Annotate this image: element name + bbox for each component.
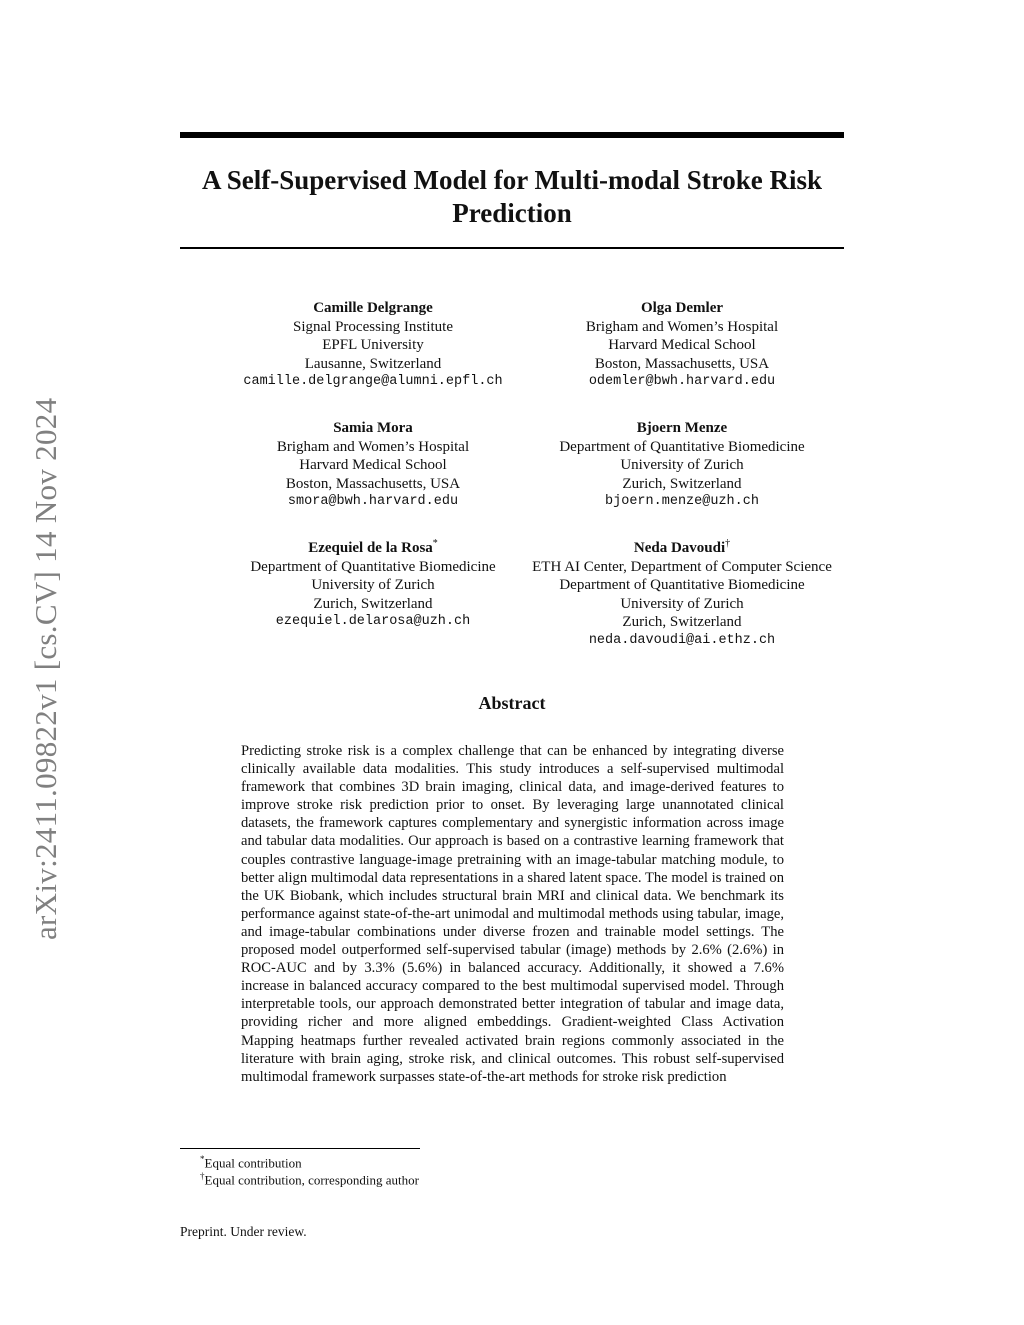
author-affiliation-line: Department of Quantitative Biomedicine (250, 558, 496, 575)
abstract-heading: Abstract (478, 693, 546, 713)
footnote-corresponding-author: †Equal contribution, corresponding author (200, 1171, 419, 1188)
author-name: Samia Mora (333, 420, 413, 436)
author-affiliation-line: Harvard Medical School (608, 337, 756, 353)
author-name: Neda Davoudi† (633, 538, 731, 556)
author-block-menze (462, 415, 902, 512)
author-affiliation-line: University of Zurich (620, 457, 744, 473)
title-rule-top (180, 132, 844, 138)
author-affiliation-line: Boston, Massachusetts, USA (285, 475, 461, 492)
abstract-body: Predicting stroke risk is a complex challenge that can be enhanced by integrating diverse clinically available data modalities. This study introduces a self-supervised multimodal framework that combines 3D brain imaging, clinical data, and image-derived features to improve stroke risk prediction prior to onset. By leveraging large unannotated clinical datasets, the framework captures complementary and synergistic information across image and tabular data modalities. Our approach is based on a contrastive learning framework that couples contrastive language-image pretraining with an image-tabular matching module, to better align multimodal data representations in a shared latent space. The model is trained on the UK Biobank, which includes structural brain MRI and clinical data. We benchmark its performance against state-of-the-art unimodal and multimodal methods using tabular, image, and image-tabular combinations under diverse frozen and trainable model settings. The proposed model outperformed self-supervised tabular (image) methods by 2.6% (2.6%) in ROC-AUC and by 3.3% (5.6%) in balanced accuracy. Additionally, it showed a 7.6% increase in balanced accuracy compared to the best multimodal supervised model. Through interpretable tools, our approach demonstrated better integration of tabular and image data, providing richer and more aligned embeddings. Gradient-weighted Class Activation Mapping heatmaps further revealed activated brain regions commonly associated in the literature with brain aging, stroke risk, and clinical outcomes. This robust self-supervised multimodal framework surpasses state-of-the-art methods for stroke risk prediction (241, 743, 784, 1085)
author-affiliation-line: Boston, Massachusetts, USA (594, 355, 770, 372)
preprint-note: Preprint. Under review. (180, 1224, 307, 1239)
author-affiliation-line: Zurich, Switzerland (622, 614, 742, 630)
author-email[interactable]: odemler@bwh.harvard.edu (588, 374, 776, 389)
author-name: Olga Demler (640, 300, 724, 316)
author-affiliation-line: Harvard Medical School (299, 457, 447, 473)
author-email[interactable]: smora@bwh.harvard.edu (287, 494, 459, 509)
author-email[interactable]: camille.delgrange@alumni.epfl.ch (243, 374, 503, 389)
author-affiliation-line: Brigham and Women’s Hospital (585, 318, 779, 335)
paper-title: A Self-Supervised Model for Multi-modal Stroke Risk Prediction (201, 165, 822, 228)
author-affiliation-line: Signal Processing Institute (293, 318, 453, 335)
author-affiliation-line: Zurich, Switzerland (622, 475, 742, 492)
author-affiliation-line: Department of Quantitative Biomedicine (559, 438, 805, 455)
author-email[interactable]: ezequiel.delarosa@uzh.ch (275, 614, 471, 629)
author-affiliation-line: Zurich, Switzerland (313, 595, 433, 612)
author-name: Ezequiel de la Rosa* (308, 538, 438, 556)
author-name: Bjoern Menze (636, 420, 728, 436)
author-affiliation-line: University of Zurich (620, 595, 744, 612)
author-email[interactable]: neda.davoudi@ai.ethz.ch (588, 632, 776, 648)
title-rule-bottom (180, 247, 844, 249)
author-affiliation-line: ETH AI Center, Department of Computer Science (532, 558, 832, 575)
author-block-demler (462, 295, 902, 392)
author-affiliation-line: University of Zurich (311, 577, 435, 593)
author-affiliation-line: Brigham and Women’s Hospital (276, 438, 470, 455)
author-affiliation-line: Lausanne, Switzerland (304, 355, 442, 372)
author-block-davoudi (462, 535, 902, 650)
footnote-equal-contribution: *Equal contribution (200, 1154, 302, 1171)
author-email[interactable]: bjoern.menze@uzh.ch (605, 494, 759, 509)
author-affiliation-line: EPFL University (322, 337, 424, 353)
footnote-rule (180, 1148, 420, 1149)
arxiv-side-stamp: arXiv:2411.09822v1 [cs.CV] 14 Nov 2024 (28, 397, 63, 940)
author-affiliation-line: Department of Quantitative Biomedicine (559, 577, 805, 593)
author-name: Camille Delgrange (313, 300, 433, 316)
